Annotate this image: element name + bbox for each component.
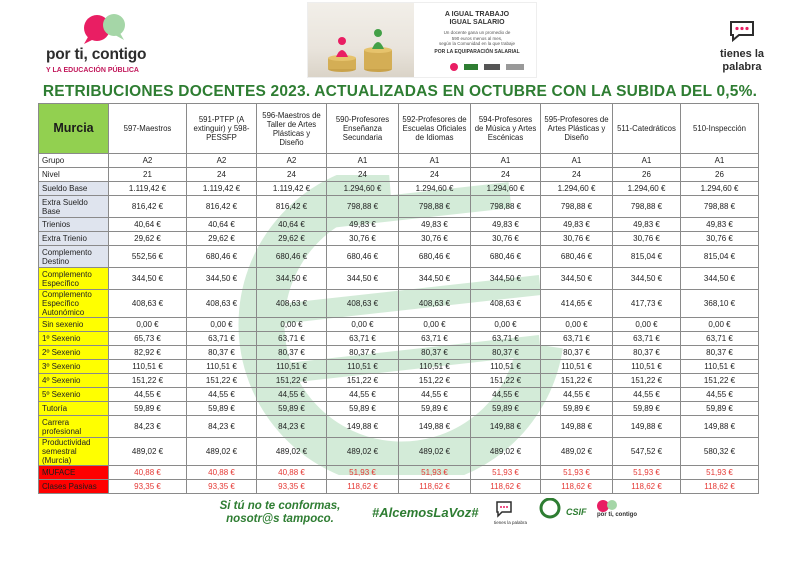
table-cell: 151,22 € (613, 374, 681, 388)
table-cell: 344,50 € (109, 268, 187, 290)
table-cell: 118,62 € (613, 480, 681, 494)
table-cell: 49,83 € (613, 218, 681, 232)
table-cell: 151,22 € (399, 374, 471, 388)
table-cell: 408,63 € (471, 290, 541, 318)
banner-small-3: según la Comunidad en la que trabaje (438, 41, 516, 46)
table-row (39, 168, 759, 182)
table-cell: 80,37 € (613, 346, 681, 360)
table-cell: 80,37 € (681, 346, 759, 360)
table-cell: 44,55 € (471, 388, 541, 402)
table-cell: 110,51 € (681, 360, 759, 374)
table-cell: A1 (681, 154, 759, 168)
table-cell: 40,64 € (109, 218, 187, 232)
row-label: 4º Sexenio (39, 374, 109, 388)
footer-hashtag: #AlcemosLaVoz# (372, 505, 479, 520)
table-cell: 80,37 € (399, 346, 471, 360)
banner-heading (420, 11, 534, 27)
table-cell: 63,71 € (541, 332, 613, 346)
row-label: 5º Sexenio (39, 388, 109, 402)
table-row (39, 374, 759, 388)
coins-figures-illustration (308, 3, 414, 78)
table-cell: 59,89 € (613, 402, 681, 416)
table-cell: 30,76 € (541, 232, 613, 246)
table-cell: 80,37 € (471, 346, 541, 360)
table-cell: 408,63 € (399, 290, 471, 318)
row-label: Complemento Destino (39, 246, 109, 268)
table-cell: 580,32 € (681, 438, 759, 466)
table-cell: 59,89 € (187, 402, 257, 416)
table-cell: 344,50 € (327, 268, 399, 290)
row-label: Nivel (39, 168, 109, 182)
table-cell: 798,88 € (681, 196, 759, 218)
table-cell: 30,76 € (681, 232, 759, 246)
table-cell: 30,76 € (471, 232, 541, 246)
tienes-la-palabra-logo (712, 20, 772, 76)
table-cell: A2 (187, 154, 257, 168)
table-row (39, 182, 759, 196)
table-cell: 0,00 € (257, 318, 327, 332)
table-cell: 84,23 € (109, 416, 187, 438)
row-label: Productividad semestral (Murcia) (39, 438, 109, 466)
table-cell: A2 (109, 154, 187, 168)
table-row (39, 480, 759, 494)
row-label: Extra Trienio (39, 232, 109, 246)
table-cell: 30,76 € (399, 232, 471, 246)
table-row (39, 466, 759, 480)
table-cell: 40,88 € (187, 466, 257, 480)
row-label: Grupo (39, 154, 109, 168)
table-cell: 151,22 € (187, 374, 257, 388)
row-label: Complemento Específico Autonómico (39, 290, 109, 318)
page-title: RETRIBUCIONES DOCENTES 2023. ACTUALIZADAS EN OCTUBRE CON LA SUBIDA DEL 0,5%. (42, 83, 758, 100)
table-cell: 0,00 € (399, 318, 471, 332)
table-cell: 1.294,60 € (541, 182, 613, 196)
table-cell: 63,71 € (399, 332, 471, 346)
table-cell: 489,02 € (399, 438, 471, 466)
salary-table-wrapper (38, 103, 758, 494)
banner-line-1: A IGUAL TRABAJO (444, 11, 510, 18)
table-cell: 798,88 € (327, 196, 399, 218)
slogan-line-1: Si tú no te conformas, (219, 500, 341, 512)
table-cell: 59,89 € (327, 402, 399, 416)
table-cell: 44,55 € (187, 388, 257, 402)
table-cell: 40,88 € (257, 466, 327, 480)
footer-porti: por ti, contigo (597, 512, 637, 518)
row-label: Clases Pasivas (39, 480, 109, 494)
table-cell: 44,55 € (613, 388, 681, 402)
row-label: Sin sexenio (39, 318, 109, 332)
table-cell: A1 (613, 154, 681, 168)
row-label: Sueldo Base (39, 182, 109, 196)
table-cell: 680,46 € (541, 246, 613, 268)
logo-title: por ti, contigo (46, 46, 147, 63)
table-cell: 798,88 € (471, 196, 541, 218)
table-cell: 44,55 € (327, 388, 399, 402)
table-cell: 49,83 € (471, 218, 541, 232)
table-cell: 151,22 € (681, 374, 759, 388)
table-cell: 44,55 € (681, 388, 759, 402)
banner-small-text (420, 30, 534, 47)
table-row (39, 388, 759, 402)
table-cell: 0,00 € (613, 318, 681, 332)
table-cell: 344,50 € (187, 268, 257, 290)
column-header: 596-Maestros de Taller de Artes Plásticas y Diseño (257, 104, 327, 154)
banner-line-2: IGUAL SALARIO (449, 19, 505, 26)
region-header: Murcia (39, 104, 109, 154)
table-cell: 149,88 € (613, 416, 681, 438)
column-header: 511-Catedráticos (613, 104, 681, 154)
table-cell: 151,22 € (327, 374, 399, 388)
table-cell: 40,64 € (257, 218, 327, 232)
table-cell: 24 (399, 168, 471, 182)
table-cell: 1.294,60 € (327, 182, 399, 196)
table-cell: 29,62 € (257, 232, 327, 246)
banner-equiparacion: POR LA EQUIPARACIÓN SALARIAL (434, 49, 520, 55)
table-cell: 344,50 € (681, 268, 759, 290)
table-cell: 84,23 € (257, 416, 327, 438)
logo-subtitle: Y LA EDUCACIÓN PÚBLICA (46, 67, 139, 74)
table-cell: A1 (399, 154, 471, 168)
table-cell: 110,51 € (541, 360, 613, 374)
table-cell: 44,55 € (109, 388, 187, 402)
table-row (39, 318, 759, 332)
table-cell: 489,02 € (187, 438, 257, 466)
slogan-line-2: nosotr@s tampoco. (226, 513, 334, 525)
table-cell: 815,04 € (613, 246, 681, 268)
table-cell: 44,55 € (541, 388, 613, 402)
table-cell: 26 (613, 168, 681, 182)
table-row (39, 232, 759, 246)
table-cell: 489,02 € (327, 438, 399, 466)
table-cell: 798,88 € (399, 196, 471, 218)
table-cell: 110,51 € (471, 360, 541, 374)
table-cell: A1 (541, 154, 613, 168)
table-cell: 30,76 € (613, 232, 681, 246)
column-header: 591-PTFP (A extinguir) y 598-PESSFP (187, 104, 257, 154)
megaphone-bubble-icon (729, 20, 755, 42)
table-cell: 30,76 € (327, 232, 399, 246)
column-header: 510-Inspección (681, 104, 759, 154)
table-cell: 344,50 € (399, 268, 471, 290)
table-cell: 408,63 € (257, 290, 327, 318)
table-cell: 29,62 € (187, 232, 257, 246)
table-row (39, 438, 759, 466)
table-cell: 59,89 € (399, 402, 471, 416)
table-cell: 0,00 € (541, 318, 613, 332)
table-cell: 51,93 € (541, 466, 613, 480)
column-header: 590-Profesores Enseñanza Secundaria (327, 104, 399, 154)
table-cell: 680,46 € (399, 246, 471, 268)
table-row (39, 332, 759, 346)
table-cell: 815,04 € (681, 246, 759, 268)
table-cell: 110,51 € (257, 360, 327, 374)
table-cell: 51,93 € (681, 466, 759, 480)
table-cell: 63,71 € (471, 332, 541, 346)
banner-logos-icon (448, 61, 528, 73)
table-cell: 65,73 € (109, 332, 187, 346)
table-cell: 29,62 € (109, 232, 187, 246)
table-cell: 489,02 € (471, 438, 541, 466)
table-cell: 149,88 € (681, 416, 759, 438)
table-cell: 51,93 € (327, 466, 399, 480)
footer-csif: CSIF (566, 507, 587, 517)
row-label: Trienios (39, 218, 109, 232)
table-cell: 547,52 € (613, 438, 681, 466)
table-cell: 408,63 € (327, 290, 399, 318)
table-cell: 1.294,60 € (613, 182, 681, 196)
banner-small-1: Un docente gana un promedio de (443, 30, 511, 35)
table-cell: 408,63 € (187, 290, 257, 318)
table-row (39, 290, 759, 318)
row-label: Carrera profesional (39, 416, 109, 438)
table-cell: 414,65 € (541, 290, 613, 318)
table-row (39, 360, 759, 374)
banner-small-2: 590 euros menos al mes, (451, 35, 503, 41)
table-cell: 21 (109, 168, 187, 182)
table-cell: 149,88 € (471, 416, 541, 438)
table-cell: 798,88 € (613, 196, 681, 218)
table-cell: 82,92 € (109, 346, 187, 360)
table-cell: 0,00 € (187, 318, 257, 332)
table-row (39, 268, 759, 290)
footer-slogan (205, 500, 355, 526)
tienes-la: tienes la (719, 48, 765, 60)
table-cell: 151,22 € (257, 374, 327, 388)
table-cell: 0,00 € (471, 318, 541, 332)
table-cell: 680,46 € (471, 246, 541, 268)
table-cell: 149,88 € (327, 416, 399, 438)
column-header: 592-Profesores de Escuelas Oficiales de Idiomas (399, 104, 471, 154)
table-row (39, 402, 759, 416)
table-cell: 149,88 € (399, 416, 471, 438)
palabra: palabra (722, 61, 762, 73)
table-cell: 368,10 € (681, 290, 759, 318)
column-header: 594-Profesores de Música y Artes Escénicas (471, 104, 541, 154)
table-cell: 63,71 € (187, 332, 257, 346)
row-label: Tutoría (39, 402, 109, 416)
table-header-row (39, 104, 759, 154)
table-cell: 118,62 € (471, 480, 541, 494)
table-cell: 489,02 € (541, 438, 613, 466)
table-row (39, 346, 759, 360)
table-cell: 80,37 € (257, 346, 327, 360)
table-body (39, 154, 759, 494)
table-cell: 151,22 € (471, 374, 541, 388)
column-header: 595-Profesores de Artes Plásticas y Diseño (541, 104, 613, 154)
table-cell: 51,93 € (471, 466, 541, 480)
table-cell: 344,50 € (471, 268, 541, 290)
table-cell: 80,37 € (541, 346, 613, 360)
table-cell: 26 (681, 168, 759, 182)
table-row (39, 416, 759, 438)
table-cell: 680,46 € (257, 246, 327, 268)
table-cell: 1.119,42 € (109, 182, 187, 196)
table-cell: 59,89 € (109, 402, 187, 416)
row-label: Extra Sueldo Base (39, 196, 109, 218)
table-cell: 110,51 € (109, 360, 187, 374)
table-row (39, 218, 759, 232)
table-cell: 24 (541, 168, 613, 182)
footer-tienes: tienes la palabra (494, 520, 528, 525)
table-cell: 49,83 € (327, 218, 399, 232)
page-header (0, 0, 800, 82)
table-cell: 40,64 € (187, 218, 257, 232)
table-cell: 552,56 € (109, 246, 187, 268)
table-cell: 344,50 € (257, 268, 327, 290)
table-cell: 489,02 € (109, 438, 187, 466)
table-cell: 1.294,60 € (681, 182, 759, 196)
table-cell: 93,35 € (187, 480, 257, 494)
table-cell: 59,89 € (471, 402, 541, 416)
table-cell: 110,51 € (327, 360, 399, 374)
table-cell: 40,88 € (109, 466, 187, 480)
table-cell: 49,83 € (399, 218, 471, 232)
table-cell: 93,35 € (257, 480, 327, 494)
table-cell: 798,88 € (541, 196, 613, 218)
row-label: MUFACE (39, 466, 109, 480)
table-cell: 149,88 € (541, 416, 613, 438)
table-cell: 110,51 € (187, 360, 257, 374)
table-cell: 110,51 € (613, 360, 681, 374)
table-cell: 24 (257, 168, 327, 182)
table-cell: 417,73 € (613, 290, 681, 318)
table-cell: 44,55 € (257, 388, 327, 402)
table-cell: 489,02 € (257, 438, 327, 466)
table-cell: 44,55 € (399, 388, 471, 402)
table-cell: 344,50 € (541, 268, 613, 290)
table-cell: 24 (471, 168, 541, 182)
table-cell: 84,23 € (187, 416, 257, 438)
table-row (39, 246, 759, 268)
table-cell: 1.294,60 € (399, 182, 471, 196)
banner-photo (308, 3, 414, 78)
table-cell: 80,37 € (327, 346, 399, 360)
table-cell: 680,46 € (327, 246, 399, 268)
table-cell: 59,89 € (681, 402, 759, 416)
table-row (39, 154, 759, 168)
table-row (39, 196, 759, 218)
table-cell: 1.294,60 € (471, 182, 541, 196)
table-cell: 0,00 € (327, 318, 399, 332)
row-label: 2º Sexenio (39, 346, 109, 360)
table-cell: 680,46 € (187, 246, 257, 268)
table-cell: 93,35 € (109, 480, 187, 494)
table-cell: 816,42 € (257, 196, 327, 218)
table-cell: 816,42 € (109, 196, 187, 218)
salary-table (38, 103, 759, 494)
equal-pay-banner (307, 2, 537, 78)
por-ti-contigo-logo (40, 12, 170, 78)
table-cell: 408,63 € (109, 290, 187, 318)
table-cell: 151,22 € (109, 374, 187, 388)
table-cell: 118,62 € (327, 480, 399, 494)
table-cell: 0,00 € (109, 318, 187, 332)
table-cell: 63,71 € (681, 332, 759, 346)
table-cell: 63,71 € (613, 332, 681, 346)
table-cell: 118,62 € (541, 480, 613, 494)
table-cell: 151,22 € (541, 374, 613, 388)
table-cell: 63,71 € (257, 332, 327, 346)
row-label: 1º Sexenio (39, 332, 109, 346)
table-cell: 59,89 € (257, 402, 327, 416)
table-cell: 1.119,42 € (257, 182, 327, 196)
table-cell: 51,93 € (399, 466, 471, 480)
table-cell: 80,37 € (187, 346, 257, 360)
table-cell: 0,00 € (681, 318, 759, 332)
table-cell: 24 (327, 168, 399, 182)
table-cell: 118,62 € (399, 480, 471, 494)
table-cell: A1 (327, 154, 399, 168)
table-cell: 344,50 € (613, 268, 681, 290)
row-label: 3º Sexenio (39, 360, 109, 374)
table-cell: 63,71 € (327, 332, 399, 346)
table-cell: 24 (187, 168, 257, 182)
table-cell: 110,51 € (399, 360, 471, 374)
table-cell: 816,42 € (187, 196, 257, 218)
speech-bubbles-icon (78, 12, 128, 46)
row-label: Complemento Específico (39, 268, 109, 290)
table-cell: 49,83 € (541, 218, 613, 232)
table-cell: 51,93 € (613, 466, 681, 480)
column-header: 597-Maestros (109, 104, 187, 154)
table-cell: 49,83 € (681, 218, 759, 232)
table-cell: 118,62 € (681, 480, 759, 494)
table-cell: A2 (257, 154, 327, 168)
table-cell: 59,89 € (541, 402, 613, 416)
table-cell: A1 (471, 154, 541, 168)
table-cell: 1.119,42 € (187, 182, 257, 196)
